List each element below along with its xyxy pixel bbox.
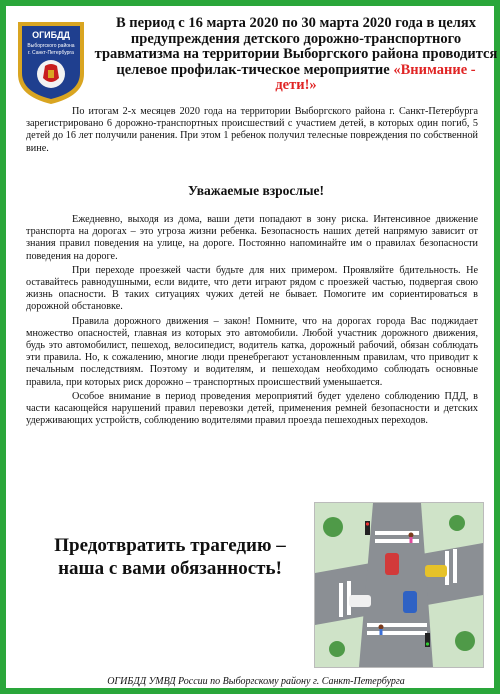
slogan — [40, 534, 300, 580]
intro-section — [26, 106, 478, 155]
body-paragraph: Особое внимание в период проведения мероприятий будет уделено соблюдению ПДД, в части касающейся нарушений правил перевозки детей, применения ремней безопасности и детских удерживающих устройств, соблюдению водителями правил проезда пешеходных переходов. — [26, 390, 478, 427]
headline — [94, 16, 498, 94]
slogan-line-2: наша с вами обязанность! — [58, 558, 282, 579]
emblem-line-2: г. Санкт-Петербурга — [28, 50, 74, 56]
footer: ОГИБДД УМВД России по Выборгскому району г. Санкт-Петербурга — [107, 676, 405, 687]
body-paragraph: Ежедневно, выходя из дома, ваши дети попадают в зону риска. Интенсивное движение транспорта на дорогах – это угроза жизни ребенка. Безопасность наших детей напрямую зависит от знания правил поведения на улице, на дороге. Постоянно напоминайте им о правилах безопасности поведения на дороге. — [26, 214, 478, 262]
emblem-line-1: Выборгского района — [27, 43, 75, 49]
body-paragraph: Правила дорожного движения – закон! Помните, что на дорогах города Вас поджидает множество опасностей, главная из которых это автомобили. Любой участник дорожного движения, будь это автомобилист, пешеход, велосипедист, водитель катка, дорожный рабочий, обязан соблюдать эти правила. Но, к сожалению, многие люди пренебрегают установленным правилам, что приводит к печальным последствиям. Поэтому и водителям, и пешеходам необходимо соблюдать основные правила, при которых риск дорожно – транспортных происшествий уменьшается. — [26, 315, 478, 388]
emblem-label: ОГИБДД — [32, 30, 70, 40]
main-body — [26, 214, 478, 429]
headline-text: В период с 16 марта 2020 по 30 марта 2020 года в целях предупреждения детского дорожно-транспортного травматизма на территории Выборгского района проводится целевое профилак-тическое мероприятие — [94, 15, 498, 78]
subheading: Уважаемые взрослые! — [187, 183, 325, 198]
intersection-illustration — [314, 502, 484, 668]
body-paragraph: При переходе проезжей части будьте для них примером. Проявляйте бдительность. Не оставайтесь равнодушными, если видите, что дети играют рядом с проезжей частью, подвергая свою жизнь опасности. В таких ситуациях чужих детей не бывает. Помогите им сориентироваться в дорожной обстановке. — [26, 264, 478, 313]
slogan-line-1: Предотвратить трагедию – — [54, 535, 286, 556]
ogibdd-emblem-icon — [14, 18, 88, 106]
intro-paragraph: По итогам 2-х месяцев 2020 года на территории Выборгского района г. Санкт-Петербурга зарегистрировано 6 дорожно-транспортных происшествий с участием детей, в которых один погиб, 5 детей до 16 лет получили ранения. При этом 1 ребенок получил телесные повреждения по собственной вине. — [26, 106, 478, 154]
headline-highlight: «Внимание - дети!» — [275, 61, 476, 93]
